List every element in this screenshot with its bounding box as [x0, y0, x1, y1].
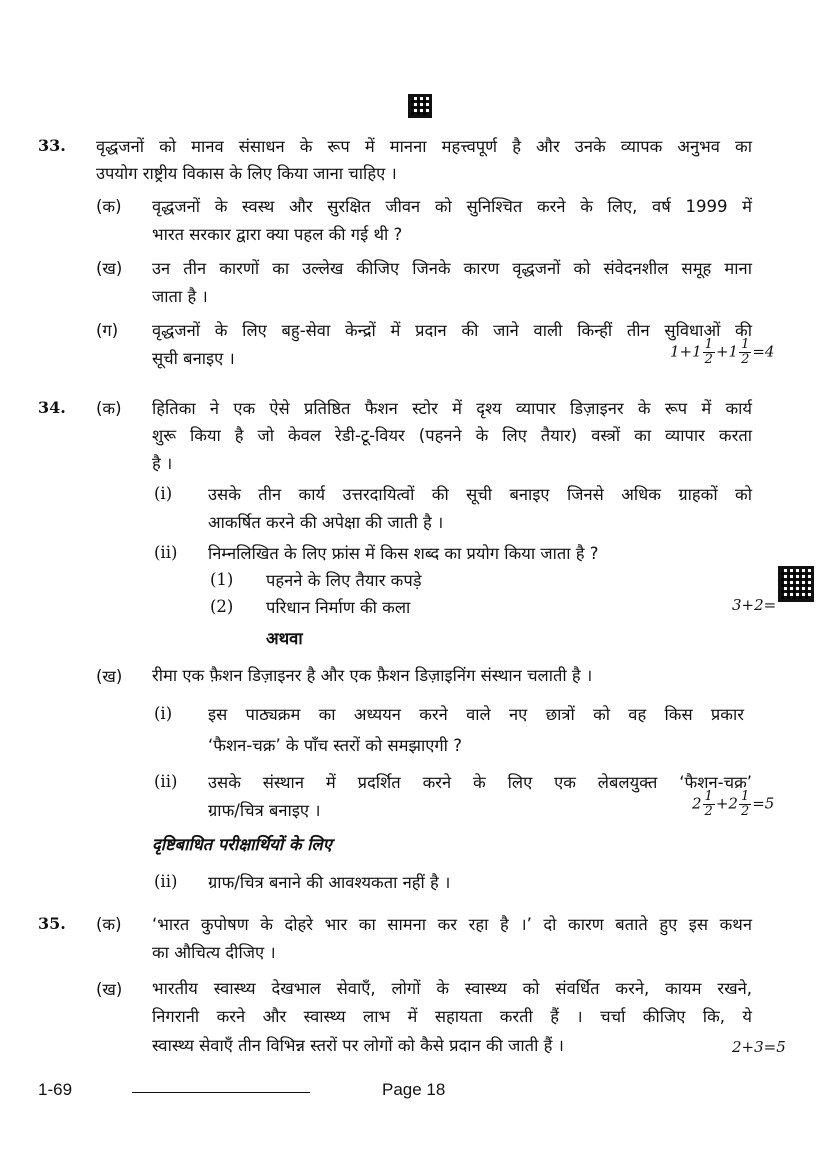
qr-code-icon	[408, 94, 432, 118]
q35-marks: 2+3=5	[732, 1038, 786, 1056]
question-number-34: 34.	[38, 398, 66, 417]
q35-part-a-line1: ‘भारत कुपोषण के दोहरे भार का सामना कर रहा है ।’ दो कारण बताते हुए इस कथन	[152, 915, 752, 934]
q33-part-a-line1: वृद्धजनों के स्वस्थ और सुरक्षित जीवन को सुनिश्चित करने के लिए, वर्ष 1999 में	[152, 197, 752, 216]
q34-sub1-label: (1)	[210, 570, 234, 589]
q34-a-ii-label: (ii)	[154, 543, 178, 562]
q35-part-b-line1: भारतीय स्वास्थ्य देखभाल सेवाएँ, लोगों के स्वास्थ्य को संवर्धित करने, कायम रखने,	[152, 979, 752, 998]
q34-vi-label: (ii)	[154, 872, 178, 891]
q35-part-b-label: (ख)	[96, 980, 123, 999]
or-text: अथवा	[266, 629, 303, 648]
q33-part-b-line2: जाता है ।	[152, 287, 208, 306]
q34-vi-text: ग्राफ/चित्र बनाने की आवश्यकता नहीं है ।	[208, 873, 451, 892]
q33-part-c-line1: वृद्धजनों के लिए बहु-सेवा केन्द्रों में प्रदान की जाने वाली किन्हीं तीन सुविधाओं की	[152, 321, 752, 340]
qr-code-icon	[778, 566, 814, 602]
question-number-35: 35.	[38, 914, 66, 933]
q35-part-a-label: (क)	[96, 915, 122, 934]
q34-part-b-label: (ख)	[96, 667, 123, 686]
q33-part-c-label: (ग)	[96, 321, 119, 340]
page-number: Page 18	[382, 1080, 446, 1099]
q33-part-b-label: (ख)	[96, 259, 123, 278]
q34-b-i-label: (i)	[154, 704, 173, 723]
q33-part-b-line1: उन तीन कारणों का उल्लेख कीजिए जिनके कारण वृद्धजनों को संवेदनशील समूह माना	[152, 259, 752, 278]
q34-sub2-label: (2)	[210, 597, 234, 616]
q34-part-a-line3: है ।	[152, 454, 173, 473]
q35-part-a-line2: का औचित्य दीजिए ।	[152, 943, 276, 962]
q34-part-a-line2: शुरू किया है जो केवल रेडी-टू-वियर (पहनने के लिए तैयार) वस्त्रों का व्यापार करता	[152, 426, 752, 445]
q34-sub1-text: पहनने के लिए तैयार कपड़े	[266, 571, 422, 590]
q34-part-a-label: (क)	[96, 399, 122, 418]
q34-a-i-line2: आकर्षित करने की अपेक्षा की जाती है ।	[208, 513, 444, 532]
q34-a-ii-line1: निम्नलिखित के लिए फ्रांस में किस शब्द का प्रयोग किया जाता है ?	[208, 544, 599, 563]
q34-a-marks: 3+2=	[732, 596, 777, 614]
q35-part-b-line3: स्वास्थ्य सेवाएँ तीन विभिन्न स्तरों पर लोगों को कैसे प्रदान की जाती हैं ।	[152, 1036, 564, 1055]
q34-sub2-text: परिधान निर्माण की कला	[266, 598, 411, 617]
q34-part-a-line1: हितिका ने एक ऐसे प्रतिष्ठित फैशन स्टोर में दृश्य व्यापार डिज़ाइनर के रूप में कार्य	[152, 399, 752, 418]
footer-divider	[132, 1092, 310, 1093]
q33-part-a-label: (क)	[96, 197, 122, 216]
q34-a-i-label: (i)	[154, 484, 173, 503]
q34-b-ii-line2: ग्राफ/चित्र बनाइए ।	[208, 801, 321, 820]
q34-b-marks: 2 $\frac{1}{2}$ +2 $\frac{1}{2}$ =5	[692, 789, 775, 819]
q34-part-b-line1: रीमा एक फ़ैशन डिज़ाइनर है और एक फ़ैशन डिज़ाइनिंग संस्थान चलाती है ।	[152, 666, 593, 685]
q34-b-ii-label: (ii)	[154, 772, 178, 791]
q33-intro-line1: वृद्धजनों को मानव संसाधन के रूप में मानना महत्त्वपूर्ण है और उनके व्यापक अनुभव का	[96, 137, 752, 156]
q34-b-i-line1: इस पाठ्यक्रम का अध्ययन करने वाले नए छात्रों को वह किस प्रकार	[208, 705, 744, 724]
visually-impaired-heading: दृष्टिबाधित परीक्षार्थियों के लिए	[152, 835, 332, 854]
q34-a-i-line1: उसके तीन कार्य उत्तरदायित्वों की सूची बनाइए जिनसे अधिक ग्राहकों को	[208, 485, 752, 504]
q35-part-b-line2: निगरानी करने और स्वास्थ्य लाभ में सहायता करती हैं । चर्चा कीजिए कि, ये	[152, 1007, 752, 1026]
q34-b-ii-line1: उसके संस्थान में प्रदर्शित करने के लिए एक लेबलयुक्त ‘फैशन-चक्र’	[208, 773, 752, 792]
q33-part-c-line2: सूची बनाइए ।	[152, 349, 235, 368]
question-number-33: 33.	[38, 136, 66, 155]
q33-marks: 1+1 $\frac{1}{2}$ +1 $\frac{1}{2}$ =4	[670, 337, 775, 367]
q33-part-a-line2: भारत सरकार द्वारा क्या पहल की गई थी ?	[152, 225, 403, 244]
paper-code: 1-69	[38, 1080, 73, 1099]
q33-intro-line2: उपयोग राष्ट्रीय विकास के लिए किया जाना चाहिए ।	[96, 164, 397, 183]
q34-b-i-line2: ‘फैशन-चक्र’ के पाँच स्तरों को समझाएगी ?	[208, 736, 462, 755]
